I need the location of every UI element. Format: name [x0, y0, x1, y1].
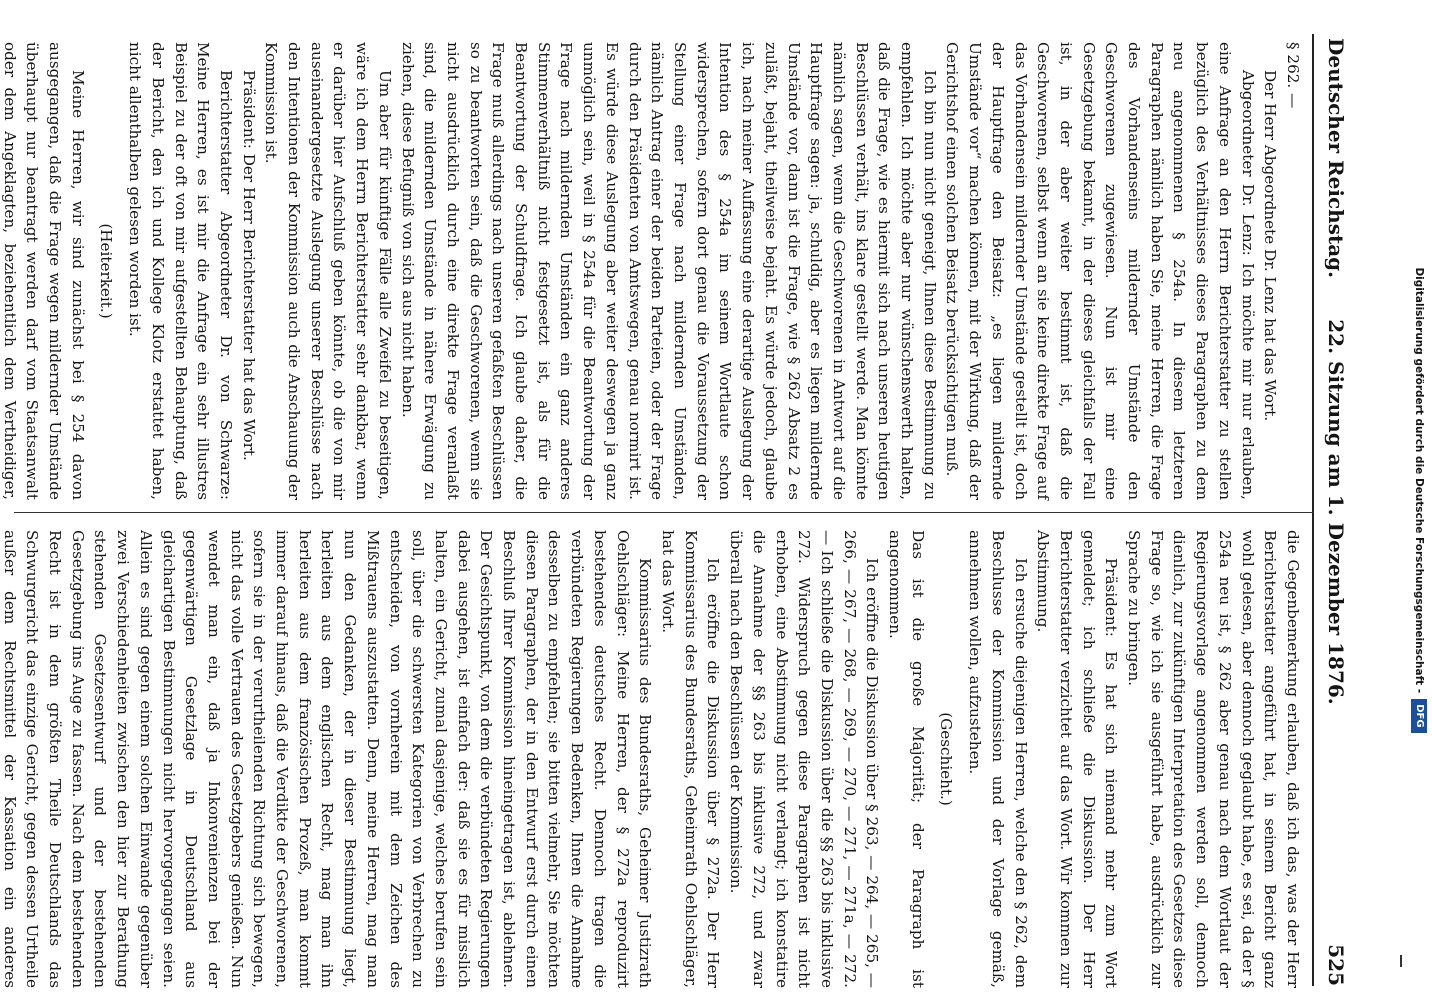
paragraph-vote-call: Ich ersuche diejenigen Herren, welche den § 262, dem Beschlusse der Kommission und der Vorlage gemäß, annehmen wollen, aufzustehen.: [966, 530, 1030, 988]
paragraph-president-close: Präsident: Es hat sich niemand mehr zum Wort gemeldet; ich schließe die Diskussion. Der Herr Berichterstatter verzichtet auf das Wort. Wir kommen zur Abstimmung.: [1034, 530, 1121, 988]
paragraph-lenz-request: Um aber für künftige Fälle alle Zweifel zu beseitigen, wäre ich dem Herrn Berichterstatter sehr dankbar, wenn er darüber hier Aufschluß geben könnte, ob die von mir auseinandergesetzte Auslegung unserer Beschlüsse nach den Intentionen der Kommission auch die Anschauung der Kommission ist.: [262, 42, 394, 500]
paragraph-laughter: (Heiterkeit.): [97, 223, 116, 319]
column-divider: [14, 512, 1314, 513]
paragraph-oehlschlaeger: Kommissarius des Bundesraths, Geheimer Justizrath Oehlschläger: Meine Herren, der § 272a reproduzirt bestehendes deutsches Recht. Dennoch tragen die verbündeten Regierungen Bedenken, Ihnen die Annahme desselben zu empfehlen; sie bitten vielmehr, Sie möchten diesen Paragraphen, der in den Entwurf erst durch einen Beschluß Ihrer Kommission hineingetragen ist, ablehnen. Der Gesichtspunkt, von dem die verbündeten Regierungen dabei ausgehen, ist einfach der: daß sie es für misslich halten, ein Gericht, zumal dasjenige, welches berufen sein soll, über die schwersten Kategorien von Verbrechen zu entscheiden, von vornherein mit dem Zeichen des Mißtrauens auszustatten. Denn, meine Herren, mag man nun den Gedanken, der in dieser Bestimmung liegt, herleiten aus dem englischen Recht, mag man ihn herleiten aus dem französischen Prozeß, man kommt immer darauf hinaus, daß die Verdikte der Geschworenen, sofern sie in der verurtheilenden Richtung sich bewegen, nicht das volle Vertrauen des Gesetzgebers genießen. Nun wendet man ein, daß ja Inkonvenienzen bei der gegenwärtigen Gesetzlage in Deutschland aus gleichartigen Bestimmungen nicht hervorgegangen seien. Allein es sind gegen einem solchen Einwande gegenüber zwei Verschiedenheiten zwischen den hier zur Berathung stehenden Gesetzesentwurf und der bestehenden Gesetzgebung ins Auge zu fassen. Nach dem bestehenden Recht ist in dem größten Theile Deutschlands das Schwurgericht das einzige Gericht, gegen dessen Urtheile außer dem Rechtsmittel der Kassation ein anderes: [0, 530, 655, 988]
paragraph-schwarze-reply: Meine Herren, wir sind zunächst bei § 254 davon ausgegangen, daß die Frage wegen mildernder Umstände überhaupt nur beantragt werden darf vom Staatsanwalt oder dem Angeklagten, beziehentlich dem Vertheidiger,: [0, 42, 87, 500]
paragraph-discussion-263: Ich eröffne die Diskussion über § 263, — 264, — 265, — 266, — 267, — 268, — 269, — 270, — 271, — 271a, — 272. — Ich schließe die Diskussion über die §§ 263 bis inklusive 272. Widerspruch gegen diese Paragraphen ist nicht erhoben, eine Abstimmung nicht verlangt; ich konstatire die Annahme der §§ 263 bis inklusive 272, und zwar überall nach den Beschlüssen der Kommission.: [727, 530, 882, 988]
paragraph-section-ref: § 262. —: [1284, 42, 1302, 109]
dfg-logo: DFG: [1411, 699, 1427, 732]
right-column: [0, 530, 1304, 988]
paragraph-lenz-argument: Ich bin nun nicht geneigt, Ihnen diese Bestimmung zu empfehlen. Ich möchte aber nur wünschenswerth halten, daß die Frage, wie es hiermit sich nach unseren heutigen Beschlüssen verhält, ins klare gestellt werde. Man könnte nämlich sagen, wenn die Geschworenen in Antwort auf die Hauptfrage sagen: ja, schuldig, aber es liegen mildernde Umstände vor, dann ist die Frage, wie § 262 Absatz 2 es zuläßt, bejaht, theilweise bejaht. Es würde jedoch, glaube ich, nach meiner Auffassung eine derartige Auslegung der Intention des § 254a im seinem Wortlaute schon widersprechen, sofern dort genau die Voraussetzung der Stellung einer Frage nach mildernden Umständen, nämlich Antrag einer der beiden Parteien, oder der Frage durch den Präsidenten von Amtswegen, genau normirt ist. Es würde diese Auslegung aber weiter deswegen ja ganz unmöglich sein, weil in § 254a für die Beantwortung der Frage nach mildernden Umständen ein ganz anderes Stimmenverhältniß nicht festgesetzt ist, als für die Beantwortung der Schuldfrage. Ich glaube daher, die Frage muß allerdings nach unseren gefaßten Beschlüssen so zu beantworten sein, daß die Geschworenen, wenn sie nicht ausdrücklich durch eine direkte Frage veranlaßt sind, die mildernden Umstände in nähere Erwägung zu ziehen, diese Befugniß von sich aus nicht haben.: [398, 42, 939, 500]
paragraph-president: Präsident: Der Herr Berichterstatter hat das Wort.: [239, 70, 258, 461]
paragraph-lenz-question: Abgeordneter Dr. Lenz: Ich möchte mir nur erlauben, eine Anfrage an den Herrn Berichterstatter zu stellen bezüglich des Verhältnisses dieses Paragraphen zu dem neu angenommenen § 254a. In diesem letzteren Paragraphen nämlich haben Sie, meine Herren, die Frage des Vorhandenseins mildernder Umstände den Geschworenen zugewiesen. Nun ist mir eine Gesetzgebung bekannt, in der dieses gleichfalls der Fall ist, in der aber weiter bestimmt ist, daß die Geschworenen, selbst wenn an sie keine direkte Frage auf das Vorhandensein mildernder Umstände gestellt ist, doch der Hauptfrage den Beisatz: „es liegen mildernde Umstände vor“ machen können, mit der Wirkung, daß der Gerichtshof einen solchen Beisatz berücksichtigen muß.: [943, 42, 1257, 500]
page-number: 525: [1324, 944, 1348, 986]
header-publication: Deutscher Reichstag.: [1324, 38, 1348, 279]
paragraph-schwarze: Berichterstatter Abgeordneter Dr. von Schwarze: Meine Herren, es ist mir die Anfrage ein sehr illustres Beispiel zu der oft von mir aufgestellten Behauptung, daß der Bericht, den ich und Kollege Klotz erstattet haben, nicht allenthalben gelesen worden ist.: [126, 42, 235, 500]
paragraph-announcement: Der Herr Abgeordnete Dr. Lenz hat das Wort.: [1261, 70, 1280, 422]
paragraph-happens: (Geschieht.): [937, 712, 956, 806]
paragraph-majority: Das ist die große Majorität; der Paragraph ist angenommen.: [886, 530, 927, 988]
scan-mark: [1400, 955, 1402, 967]
header-rule: [1312, 34, 1314, 986]
left-column: [0, 42, 1304, 500]
header-session: 22. Sitzung am 1. Dezember 1876.: [1324, 319, 1348, 705]
paragraph-lenz-continued: die Gegenbemerkung erlauben, daß ich das, was der Herr Berichterstatter angeführt hat, in seinem Bericht ganz wohl gelesen, aber dennoch geglaubt habe, es sei, da der § 254a neu ist, § 262 aber genau nach dem Wortlaut der Regierungsvorlage angenommen werden soll, dennoch dienlich, zur zukünftigen Interpretation des Gesetzes diese Frage so, wie ich sie ausgeführt habe, ausdrücklich zur Sprache zu bringen.: [1125, 530, 1302, 988]
digitization-text: Digitalisierung gefördert durch die Deutsche Forschungsgemeinschaft -: [1413, 267, 1425, 694]
paragraph-discussion-272a: Ich eröffne die Diskussion über § 272a. Der Herr Kommissarius des Bundesraths, Geheimrath Oehlschläger, hat das Wort.: [659, 530, 723, 988]
digitization-note: [1408, 12, 1430, 988]
running-head: [1314, 38, 1348, 986]
